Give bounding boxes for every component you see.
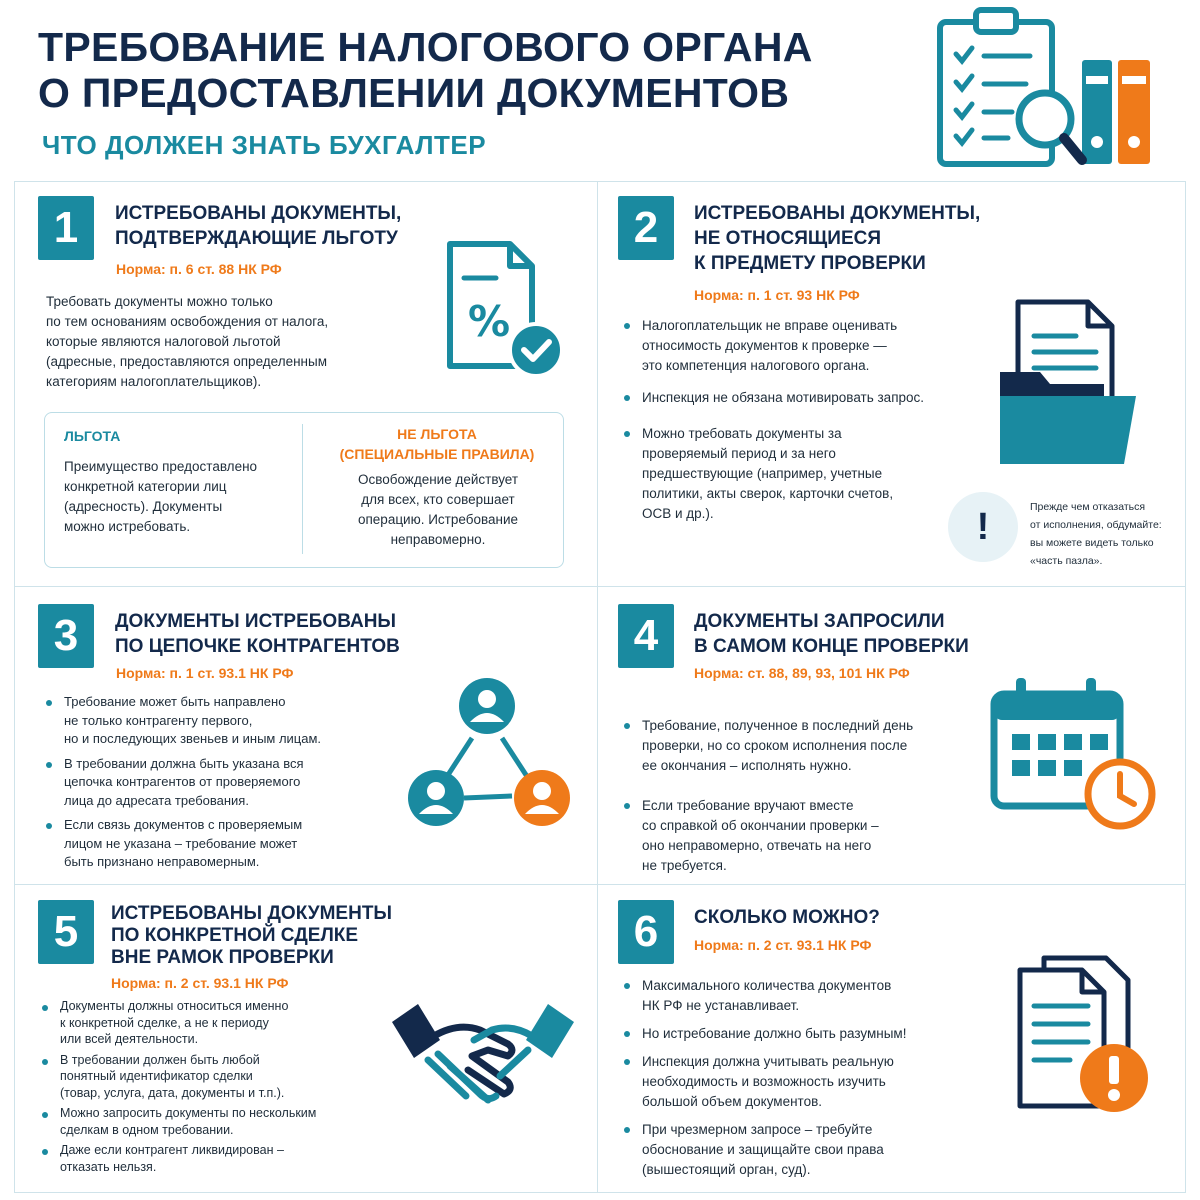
text-line: не требуется. (642, 858, 727, 873)
text-line: понятный идентификатор сделки (60, 1069, 253, 1083)
text-line: НЕ ЛЬГОТА (397, 426, 477, 442)
text-line: ее окончания – исполнять нужно. (642, 758, 852, 773)
title-line: В САМОМ КОНЦЕ ПРОВЕРКИ (694, 636, 969, 657)
list-item (624, 1052, 964, 1112)
text-line: большой объем документов. (642, 1094, 823, 1109)
section-4-number: 4 (618, 604, 674, 668)
title-line: ВНЕ РАМОК ПРОВЕРКИ (111, 947, 334, 968)
text-line: Инспекция не обязана мотивировать запрос. (642, 390, 925, 405)
text-line: Если требование вручают вместе (642, 798, 854, 813)
title-line: НЕ ОТНОСЯЩИЕСЯ (694, 228, 882, 249)
section-4-bullets (624, 716, 964, 876)
section-3-bullets (46, 693, 386, 872)
list-item (42, 1052, 382, 1102)
title-line-2: О ПРЕДОСТАВЛЕНИИ ДОКУМЕНТОВ (38, 70, 790, 116)
section-1-norm: Норма: п. 6 ст. 88 НК РФ (116, 261, 282, 277)
text-line: которые являются налоговой льготой (46, 334, 281, 349)
text-line: ОСВ и др.). (642, 506, 714, 521)
text-line: Преимущество предоставлено (64, 459, 258, 474)
section-1-title (115, 201, 401, 251)
section-3-title (115, 609, 400, 659)
title-line: ПО КОНКРЕТНОЙ СДЕЛКЕ (111, 925, 359, 946)
section-5-number: 5 (38, 900, 94, 964)
text-line: Можно запросить документы по нескольким (60, 1106, 317, 1120)
text-line: Требовать документы можно только (46, 294, 273, 309)
grid-divider-row-2 (14, 884, 1186, 885)
clipboard-checklist-magnifier-binders-icon (930, 4, 1170, 174)
text-line: не только контрагенту первого, (64, 712, 253, 728)
text-line: (адресность). Документы (64, 499, 223, 514)
section-6-title (694, 905, 880, 930)
section-5-bullets (42, 998, 382, 1175)
list-item (42, 1142, 382, 1175)
text-line: лицом не указана – требование может (64, 835, 298, 851)
text-line: отказать нельзя. (60, 1159, 157, 1174)
calendar-clock-icon (990, 674, 1160, 836)
text-line: В требовании должен быть любой (60, 1052, 260, 1067)
text-line: Но истребование должно быть разумным! (642, 1026, 907, 1041)
list-item (42, 998, 382, 1048)
list-item (42, 1105, 382, 1138)
text-line: предшествующие (например, учетные (642, 466, 883, 481)
text-line: конкретной категории лиц (64, 479, 227, 494)
not-benefit-text (318, 470, 558, 550)
text-line: НК РФ не устанавливает. (642, 998, 800, 1013)
text-line: операцию. Истребование (357, 512, 519, 527)
benefit-comparison-divider (302, 424, 303, 554)
warning-note-text (1030, 498, 1180, 570)
section-6-bullets (624, 976, 964, 1180)
section-2-number: 2 (618, 196, 674, 260)
section-5-norm: Норма: п. 2 ст. 93.1 НК РФ (111, 975, 289, 991)
text-line: но и последующих звеньев и иным лицам. (64, 731, 322, 746)
document-folder-icon (996, 296, 1142, 472)
text-line: относимость документов к проверке — (642, 338, 887, 353)
people-network-icon (402, 674, 578, 834)
text-line: политики, акты сверок, карточки счетов, (642, 486, 894, 501)
title-line: СКОЛЬКО МОЖНО? (694, 907, 880, 928)
title-line: ДОКУМЕНТЫ ЗАПРОСИЛИ (694, 611, 945, 632)
section-2-norm: Норма: п. 1 ст. 93 НК РФ (694, 287, 860, 303)
title-line: ДОКУМЕНТЫ ИСТРЕБОВАНЫ (115, 611, 397, 632)
text-line: вы можете видеть только (1030, 537, 1154, 549)
documents-warning-icon (1010, 954, 1160, 1124)
text-line: Инспекция должна учитывать реальную (642, 1054, 894, 1069)
page-title (38, 24, 813, 116)
section-2-title (694, 201, 980, 276)
svg-text:%: % (468, 297, 511, 346)
section-4-title (694, 609, 969, 659)
text-line: проверки, но со сроком исполнения после (642, 738, 908, 753)
warning-note-icon: ! (948, 492, 1018, 562)
text-line: Требование, полученное в последний день (642, 718, 914, 733)
text-line: Документы должны относиться именно (60, 999, 289, 1013)
text-line: При чрезмерном запросе – требуйте (642, 1122, 873, 1137)
list-item (46, 755, 386, 811)
text-line: оно неправомерно, отвечать на него (642, 838, 872, 853)
text-line: от исполнения, обдумайте: (1030, 519, 1162, 531)
not-benefit-title (312, 424, 562, 464)
text-line: Прежде чем отказаться (1030, 501, 1146, 513)
text-line: В требовании должна быть указана вся (64, 755, 304, 771)
list-item (624, 388, 964, 408)
text-line: категориям налогоплательщиков). (46, 374, 262, 389)
title-line: ИСТРЕБОВАНЫ ДОКУМЕНТЫ (111, 903, 393, 924)
text-line: к конкретной сделке, а не к периоду (60, 1015, 269, 1030)
title-line: ПО ЦЕПОЧКЕ КОНТРАГЕНТОВ (115, 636, 400, 657)
list-item (624, 1120, 964, 1180)
handshake-icon (388, 1000, 578, 1110)
section-6-number: 6 (618, 900, 674, 964)
title-line-1: ТРЕБОВАНИЕ НАЛОГОВОГО ОРГАНА (38, 24, 813, 70)
text-line: это компетенция налогового органа. (642, 358, 870, 373)
benefit-title: ЛЬГОТА (64, 428, 121, 444)
text-line: (товар, услуга, дата, документы и т.п.). (60, 1085, 285, 1100)
list-item (624, 316, 964, 376)
text-line: лица до адресата требования. (64, 792, 249, 808)
text-line: сделкам в одном требовании. (60, 1122, 234, 1137)
title-line: К ПРЕДМЕТУ ПРОВЕРКИ (694, 253, 926, 274)
list-item (46, 816, 386, 872)
text-line: быть признано неправомерным. (64, 854, 260, 869)
text-line: Можно требовать документы за (642, 426, 842, 441)
list-item (624, 424, 964, 524)
section-3-norm: Норма: п. 1 ст. 93.1 НК РФ (116, 665, 294, 681)
title-line: ПОДТВЕРЖДАЮЩИЕ ЛЬГОТУ (115, 228, 398, 249)
text-line: Максимального количества документов (642, 978, 892, 993)
list-item (624, 976, 964, 1016)
section-1-text (46, 292, 426, 392)
text-line: или всей деятельности. (60, 1032, 199, 1046)
text-line: Если связь документов с проверяемым (64, 817, 303, 832)
text-line: (вышестоящий орган, суд). (642, 1162, 811, 1177)
text-line: со справкой об окончании проверки – (642, 818, 879, 833)
list-item (624, 796, 964, 876)
text-line: (адресные, предоставляются определенным (46, 354, 327, 369)
section-3-number: 3 (38, 604, 94, 668)
text-line: цепочка контрагентов от проверяемого (64, 774, 301, 789)
section-5-title (111, 903, 392, 969)
page-subtitle: ЧТО ДОЛЖЕН ЗНАТЬ БУХГАЛТЕР (42, 130, 487, 160)
list-item (624, 716, 964, 776)
text-line: обоснование и защищайте свои права (642, 1142, 884, 1157)
section-4-norm: Норма: ст. 88, 89, 93, 101 НК РФ (694, 665, 910, 681)
section-6-norm: Норма: п. 2 ст. 93.1 НК РФ (694, 937, 872, 953)
grid-divider-vertical (597, 181, 598, 1193)
text-line: (СПЕЦИАЛЬНЫЕ ПРАВИЛА) (339, 446, 535, 462)
text-line: необходимость и возможность изучить (642, 1074, 886, 1089)
section-1-number: 1 (38, 196, 94, 260)
text-line: Освобождение действует (357, 472, 519, 487)
list-item (46, 693, 386, 749)
text-line: неправомерно. (390, 532, 486, 547)
percent-document-check-icon (440, 238, 570, 378)
text-line: «часть пазла». (1030, 555, 1103, 567)
text-line: Налогоплательщик не вправе оценивать (642, 318, 898, 333)
benefit-text (64, 457, 294, 537)
text-line: Даже если контрагент ликвидирован – (60, 1143, 284, 1157)
text-line: по тем основаниям освобождения от налога, (46, 314, 329, 329)
grid-divider-row-1 (14, 586, 1186, 587)
title-line: ИСТРЕБОВАНЫ ДОКУМЕНТЫ, (115, 203, 402, 224)
text-line: можно истребовать. (64, 519, 191, 534)
text-line: Требование может быть направлено (64, 694, 286, 709)
title-line: ИСТРЕБОВАНЫ ДОКУМЕНТЫ, (694, 203, 981, 224)
text-line: проверяемый период и за него (642, 446, 836, 461)
header (0, 0, 1200, 180)
section-2-bullets (624, 316, 964, 524)
list-item (624, 1024, 964, 1044)
text-line: для всех, кто совершает (361, 492, 515, 507)
